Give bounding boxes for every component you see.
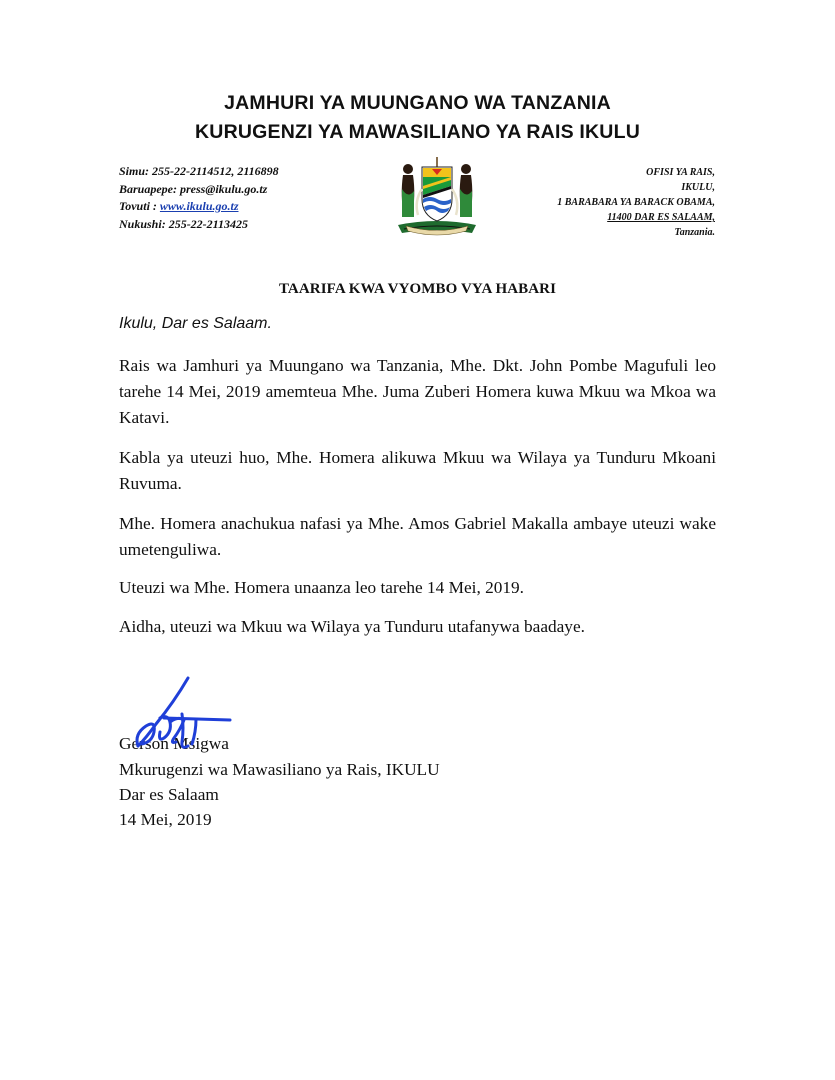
address-line-2: IKULU, <box>681 182 715 193</box>
contact-email: Baruapepe: press@ikulu.go.tz <box>119 181 268 196</box>
website-link[interactable]: www.ikulu.go.tz <box>159 199 239 213</box>
body-paragraph-5: Aidha, uteuzi wa Mkuu wa Wilaya ya Tunduru utafanywa baadaye. <box>119 617 585 636</box>
contact-fax: Nukushi: 255-22-2113425 <box>119 216 249 231</box>
contact-website-label: Tovuti : <box>119 199 160 213</box>
tanzania-coat-of-arms-icon <box>392 155 482 237</box>
contact-website-row <box>119 198 279 216</box>
dateline: Ikulu, Dar es Salaam. <box>119 315 272 332</box>
signoff-date: 14 Mei, 2019 <box>119 810 212 829</box>
body-paragraph-4: Uteuzi wa Mhe. Homera unaanza leo tarehe 14 Mei, 2019. <box>119 578 524 597</box>
contact-block <box>119 163 279 233</box>
body-paragraph-3: Mhe. Homera anachukua nafasi ya Mhe. Amos Gabriel Makalla ambaye uteuzi wake umetenguliwa. <box>119 514 716 559</box>
header-line-2: KURUGENZI YA MAWASILIANO YA RAIS IKULU <box>195 121 640 143</box>
address-block <box>557 165 715 240</box>
body-paragraph-1: Rais wa Jamhuri ya Muungano wa Tanzania, Mhe. Dkt. John Pombe Magufuli leo tarehe 14 Mei, 2019 amemteua Mhe. Juma Zuberi Homera kuwa Mkuu wa Mkoa wa Katavi. <box>119 356 716 427</box>
header-line-1: JAMHURI YA MUUNGANO WA TANZANIA <box>224 92 611 114</box>
signoff-title: Mkurugenzi wa Mawasiliano ya Rais, IKULU <box>119 760 440 779</box>
body-paragraph-2: Kabla ya uteuzi huo, Mhe. Homera alikuwa Mkuu wa Wilaya ya Tunduru Mkoani Ruvuma. <box>119 448 716 493</box>
signoff-place: Dar es Salaam <box>119 785 219 804</box>
address-line-3: 1 BARABARA YA BARACK OBAMA, <box>557 197 715 208</box>
contact-phone: Simu: 255-22-2114512, 2116898 <box>119 164 279 178</box>
address-line-1: OFISI YA RAIS, <box>646 167 715 178</box>
address-line-4: 11400 DAR ES SALAAM, <box>607 212 715 223</box>
address-line-5: Tanzania. <box>674 227 715 238</box>
signoff-name: Gerson Msigwa <box>119 734 229 753</box>
handwritten-signature-icon <box>112 672 242 757</box>
document-heading: TAARIFA KWA VYOMBO VYA HABARI <box>278 281 557 297</box>
